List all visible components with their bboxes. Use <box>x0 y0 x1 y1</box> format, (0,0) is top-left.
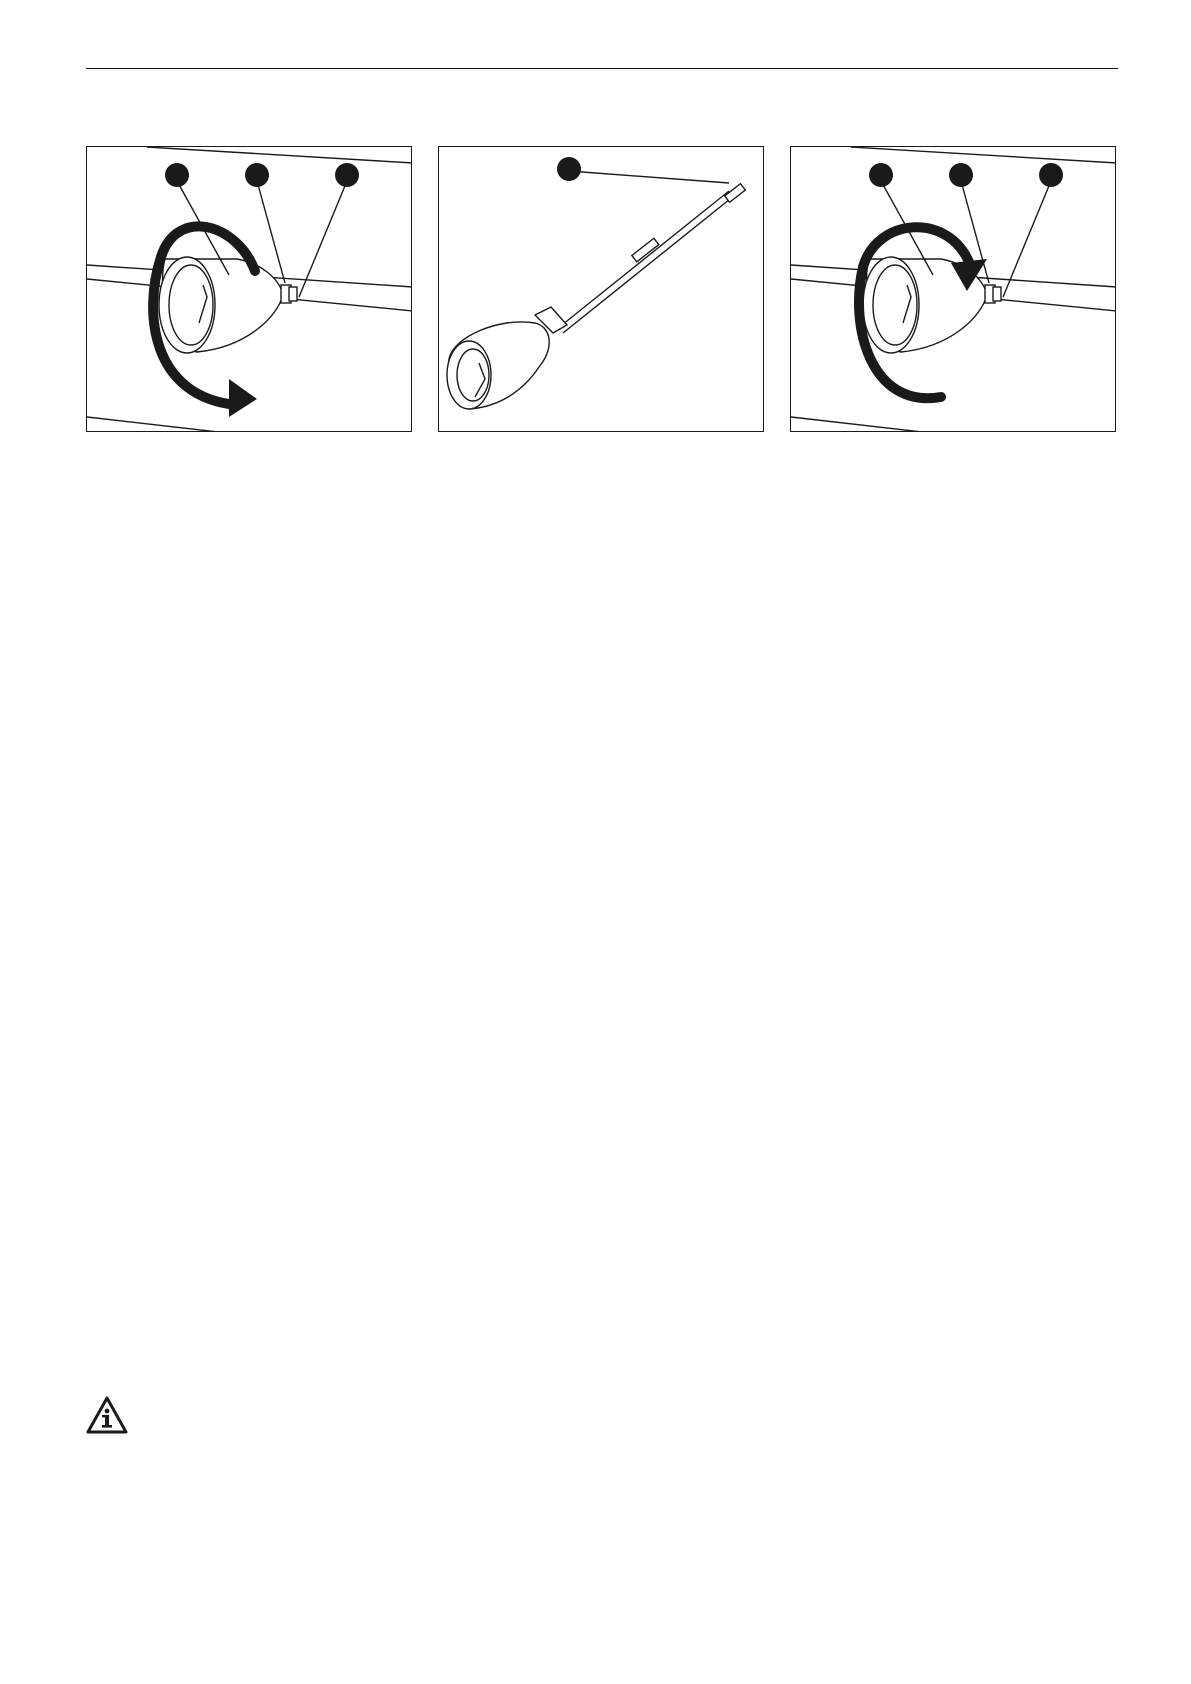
header-rule <box>86 68 1118 69</box>
warning-info-icon <box>86 1396 128 1434</box>
lamp-rotate-illustration <box>87 147 412 432</box>
figure-panel-2 <box>438 146 764 432</box>
figure-panel-3 <box>790 146 1116 432</box>
figure-panel-1 <box>86 146 412 432</box>
lamp-rotate-illustration <box>791 147 1116 432</box>
lamp-on-rod-illustration <box>439 147 764 432</box>
